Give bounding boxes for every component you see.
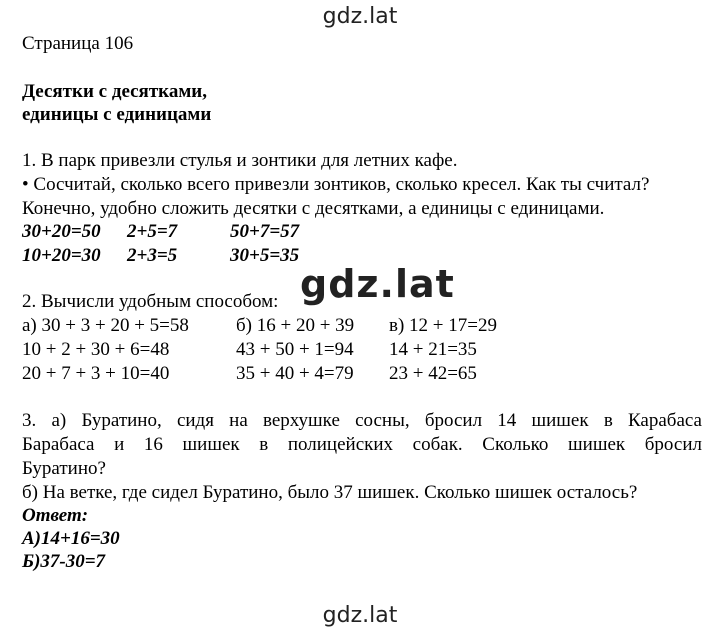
heading-line-2: единицы с единицами [22, 104, 212, 125]
task2-cell: 23 + 42=65 [389, 363, 477, 384]
task1-eq: 10+20=30 [22, 245, 101, 266]
task1-eq: 30+5=35 [230, 245, 300, 266]
watermark-top: gdz.lat [322, 4, 398, 29]
task2-cell: 10 + 2 + 30 + 6=48 [22, 339, 170, 360]
task3-line-2: Барабаса и 16 шишек в полицейских собак. Сколько шишек бросил [22, 434, 702, 455]
answer-a: А)14+16=30 [22, 528, 120, 549]
task1-line-1: 1. В парк привезли стулья и зонтики для летних кафе. [22, 150, 458, 171]
task2-cell: 35 + 40 + 4=79 [236, 363, 354, 384]
answer-b: Б)37-30=7 [22, 551, 106, 572]
task1-eq: 2+3=5 [127, 245, 178, 266]
task3-line-3: Буратино? [22, 458, 106, 479]
task3-line-1: 3. а) Буратино, сидя на верхушке сосны, бросил 14 шишек в Карабаса [22, 410, 702, 431]
task3-line-4: б) На ветке, где сидел Буратино, было 37 шишек. Сколько шишек осталось? [22, 482, 638, 503]
task1-eq: 50+7=57 [230, 221, 300, 242]
answer-label: Ответ: [22, 505, 89, 526]
task2-cell: 14 + 21=35 [389, 339, 477, 360]
watermark-center: gdz.lat [300, 262, 455, 306]
task2-cell: б) 16 + 20 + 39 [236, 315, 355, 336]
task2-cell: в) 12 + 17=29 [389, 315, 497, 336]
task1-eq: 2+5=7 [127, 221, 178, 242]
task1-line-3: Конечно, удобно сложить десятки с десятками, а единицы с единицами. [22, 198, 605, 219]
task1-eq: 30+20=50 [22, 221, 101, 242]
task2-cell: 20 + 7 + 3 + 10=40 [22, 363, 170, 384]
page-label: Страница 106 [22, 33, 134, 54]
task1-line-2: • Сосчитай, сколько всего привезли зонтиков, сколько кресел. Как ты считал? [22, 174, 650, 195]
task2-cell: а) 30 + 3 + 20 + 5=58 [22, 315, 189, 336]
task2-cell: 43 + 50 + 1=94 [236, 339, 354, 360]
heading-line-1: Десятки с десятками, [22, 81, 207, 102]
watermark-bottom: gdz.lat [322, 603, 398, 628]
task2-title: 2. Вычисли удобным способом: [22, 291, 279, 312]
